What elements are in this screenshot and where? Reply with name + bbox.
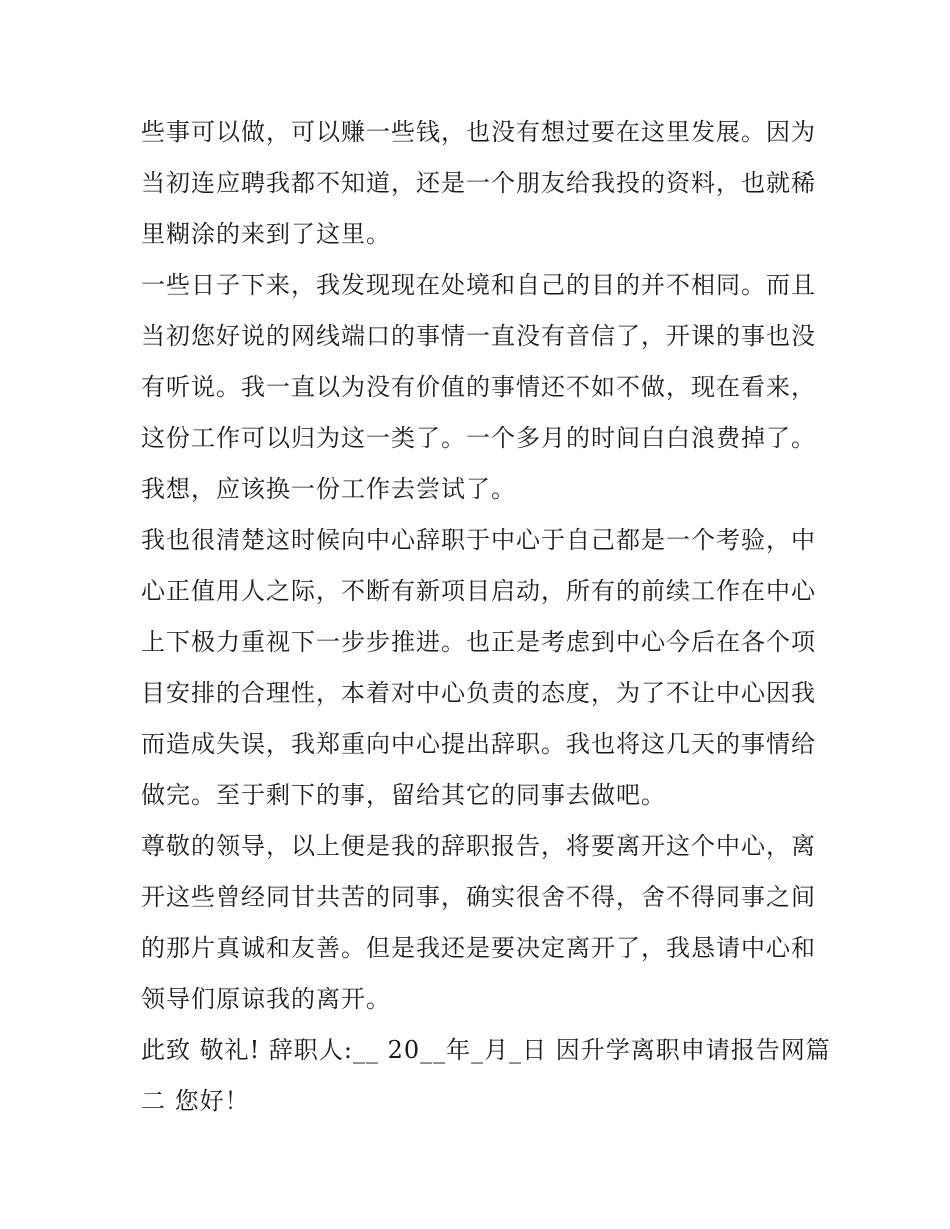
text-line: 目安排的合理性，本着对中心负责的态度，为了不让中心因我 (141, 679, 816, 707)
text-line: 开这些曾经同甘共苦的同事，确实很舍不得，舍不得同事之间 (141, 883, 816, 911)
text-line: 尊敬的领导，以上便是我的辞职报告，将要离开这个中心，离 (141, 832, 816, 860)
text-line: 我想，应该换一份工作去尝试了。 (141, 475, 516, 503)
text-line: 领导们原谅我的离开。 (141, 985, 391, 1013)
text-line: 里糊涂的来到了这里。 (141, 220, 391, 248)
text-line: 我也很清楚这时候向中心辞职于中心于自己都是一个考验，中 (141, 526, 816, 554)
text-line: 有听说。我一直以为没有价值的事情还不如不做，现在看来， (141, 373, 816, 401)
text-line: 一些日子下来，我发现现在处境和自己的目的并不相同。而且 (141, 271, 816, 299)
text-line: 些事可以做，可以赚一些钱，也没有想过要在这里发展。因为 (141, 118, 816, 146)
text-line: 当初您好说的网线端口的事情一直没有音信了，开课的事也没 (141, 322, 816, 350)
text-line: 上下极力重视下一步步推进。也正是考虑到中心今后在各个项 (141, 628, 816, 656)
text-line: 心正值用人之际，不断有新项目启动，所有的前续工作在中心 (141, 577, 816, 605)
text-line: 当初连应聘我都不知道，还是一个朋友给我投的资料，也就稀 (141, 169, 816, 197)
document-body (141, 107, 831, 1127)
text-line: 做完。至于剩下的事，留给其它的同事去做吧。 (141, 781, 666, 809)
text-line: 的那片真诚和友善。但是我还是要决定离开了，我恳请中心和 (141, 934, 816, 962)
text-line: 这份工作可以归为这一类了。一个多月的时间白白浪费掉了。 (141, 424, 816, 452)
text-line: 而造成失误，我郑重向中心提出辞职。我也将这几天的事情给 (141, 730, 816, 758)
text-line: 此致 敬礼! 辞职人:__ 20__年_月_日 因升学离职申请报告网篇 (141, 1036, 831, 1064)
text-line: 二 您好！ (141, 1087, 250, 1115)
